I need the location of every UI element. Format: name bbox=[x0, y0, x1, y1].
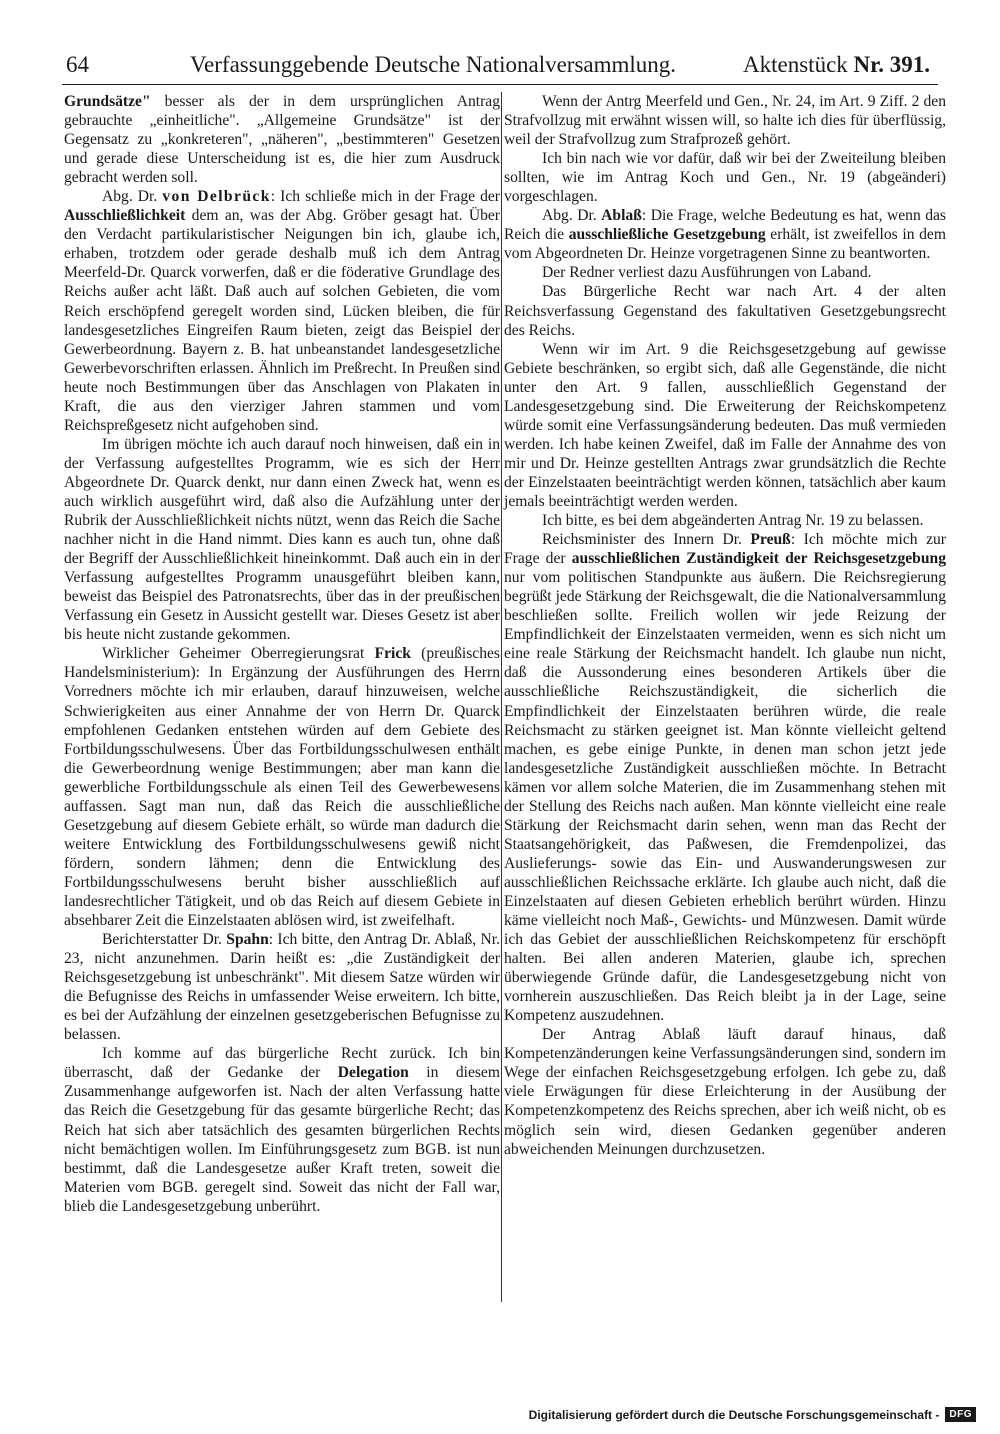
speech-preuss: Reichsminister des Innern Dr. Preuß: Ich möchte mich zur Frage der ausschließlichen Zuständigkeit der Reichsgesetzgebung nur vom politischen Standpunkte aus äußern. Die Reichsregierung begrüßt jede Stärkung der Reichsgewalt, die die Nationalversammlung beschließen sollte. Freilich wollen wir jede Reizung der Empfindlichkeit der Einzelstaaten vermeiden, wenn es sich nicht um eine reale Stärkung der Reichsmacht handelt. Ich glaube nun nicht, daß die Aussonderung eines besonderen Artikels über die ausschließliche Reichszuständigkeit, die sicherlich die Empfindlichkeit der Einzelstaaten berühren würde, die reale Reichsmacht zu stärken geeignet ist. Man könnte vielleicht geltend machen, es gebe einige Punkte, in denen man schon jetzt jede landesgesetzliche Zuständigkeit ausschließen möchte. In Betracht kämen vor allem solche Materien, die im Zusammenhang stehen mit der Stellung des Reichs nach außen. Man könnte vielleicht eine reale Stärkung der Reichsmacht darin sehen, wenn man das Recht der Staatsangehörigkeit, das Paßwesen, die Fremdenpolizei, das Auslieferungs- sowie das Ein- und Auswanderungswesen zur ausschließlichen Reichssache erklärte. Ich glaube auch nicht, daß die Einzelstaaten auf diesen Gebieten erheblich berührt würden. Hinzu käme vielleicht noch Maß-, Gewichts- und Münzwesen. Damit würde ich das Gebiet der ausschließlichen Reichskompetenz für erschöpft halten. Bei allen anderen Materien, glaube ich, sprechen überwiegende Gründe dafür, die Landesgesetzgebung nicht von vornherein auszuschließen. Das Reich bleibt ja in der Lage, seine Kompetenz auszudehnen. bbox=[504, 531, 946, 1025]
paragraph: Das Bürgerliche Recht war nach Art. 4 der alten Reichsverfassung Gegenstand des fakultativen Gesetzgebungsrecht des Reichs. bbox=[504, 283, 946, 339]
paragraph: Der Antrag Ablaß läuft darauf hinaus, daß Kompetenzänderungen keine Verfassungsänderungen sind, sondern im Wege der einfachen Reichsgesetzgebung erfolgen. Ich gebe zu, daß viele Erwägungen für diese Erleichterung in der Ausübung der Kompetenzkompetenz des Reichs sprechen, aber ich weiß nicht, ob es möglich sein wird, diesen Gedanken gegenüber anderen abweichenden Meinungen durchzusetzen. bbox=[504, 1026, 946, 1158]
page-number: 64 bbox=[66, 52, 89, 77]
bold-term: ausschließliche Gesetzgebung bbox=[568, 226, 766, 244]
speaker-name: Preuß bbox=[750, 531, 791, 549]
paragraph: Wenn der Antrg Meerfeld und Gen., Nr. 24, im Art. 9 Ziff. 2 den Strafvollzug mit erwähnt wissen will, so halte ich dies für überflüssig, weil der Strafvollzug zum Strafprozeß gehört. bbox=[504, 93, 946, 149]
paragraph: Ich komme auf das bürgerliche Recht zurück. Ich bin überrascht, daß der Gedanke der Delegation in diesem Zusammenhange aufgeworfen ist. Nach der alten Verfassung hatte das Reich die Gesetzgebung für das gesamte bürgerliche Recht; das Reich hat sich aber tatsächlich des gesamten bürgerlichen Rechts nicht bemächtigen wollen. Im Einführungsgesetz zum BGB. ist nun bestimmt, daß die Landesgesetze außer Kraft treten, soweit die Materien vom BGB. geregelt sind. Soweit das nicht der Fall war, blieb die Landesgesetzgebung unberührt. bbox=[64, 1045, 500, 1215]
bold-term: ausschließlichen Zuständigkeit der Reichsgesetzgebung bbox=[571, 550, 946, 568]
footer-text: Digitalisierung gefördert durch die Deutsche Forschungsgemeinschaft - bbox=[528, 1407, 940, 1422]
left-column bbox=[64, 92, 500, 1216]
page-header bbox=[62, 48, 938, 85]
paragraph: Der Redner verliest dazu Ausführungen von Laband. bbox=[542, 264, 872, 282]
paragraph: Im übrigen möchte ich auch darauf noch hinweisen, daß ein in der Verfassung aufgestelltes Programm, wie es sich der Herr Abgeordnete Dr. Quarck denkt, nur dann einen Zweck hat, wenn es auch wirklich ausgeführt wird, daß also die Aufzählung unter der Rubrik der Ausschließlichkeit nichts nützt, wenn das Reich die Sache nachher nicht in die Hand nimmt. Dies kann es auch tun, ohne daß der Begriff der Ausschließlichkeit hineinkommt. Daß auch ein in der Verfassung aufgestelltes Programm unausgeführt bleiben kann, beweist das Beispiel des Patronatsrechts, über das in der preußischen Verfassung ein Gesetz in Aussicht gestellt war. Dieses Gesetz ist aber bis heute nicht zustande gekommen. bbox=[64, 435, 500, 644]
speech-spahn: Berichterstatter Dr. Spahn: Ich bitte, den Antrag Dr. Ablaß, Nr. 23, nicht anzunehmen. Darin heißt es: „die Zuständigkeit der Reichsgesetzgebung ist unbeschränkt". Mit diesem Satze würden wir die Befugnisse des Reichs in umfassender Weise erweitern. Ich bitte, es bei der Aufzählung der einzelnen gesetzgeberischen Befugnisse zu belassen. bbox=[64, 931, 500, 1044]
speech-ablass: Abg. Dr. Ablaß: Die Frage, welche Bedeutung es hat, wenn das Reich die ausschließliche Gesetzgebung erhält, ist zweifellos in dem vom Abgeordneten Dr. Heinze vorgetragenen Sinne zu beantworten. bbox=[504, 207, 946, 263]
bold-term: Ausschließlichkeit bbox=[64, 207, 186, 225]
speech-delbrueck: Abg. Dr. von Delbrück: Ich schließe mich in der Frage der Ausschließlichkeit dem an, was der Abg. Gröber gesagt hat. Über den Verdacht partikularistischer Neigungen bin ich, glaube ich, erhaben, trotzdem oder gerade deshalb muß ich dem Antrag Meerfeld-Dr. Quarck vorwerfen, daß er die föderative Grundlage des Reichs außer acht läßt. Daß auch auf solchen Gebieten, die vom Reich erschöpfend geregelt worden sind, Lücken bleiben, die für landesgesetzliches Eingreifen Raum bieten, zeigt das Beispiel der Gewerbeordnung. Bayern z. B. hat unbeanstandet landesgesetzliche Gewerbevorschriften erlassen. Ähnlich im Preßrecht. In Preußen sind heute noch Bestimmungen über das Anschlagen von Plakaten in Kraft, die aus den vierziger Jahren stammen und vom Reichspreßgesetz nicht aufgehoben sind. bbox=[64, 188, 500, 434]
speaker-name: Frick bbox=[374, 645, 411, 663]
speaker-name: Spahn bbox=[226, 931, 269, 949]
column-divider bbox=[501, 92, 502, 1302]
dfg-logo: DFG bbox=[945, 1407, 976, 1422]
speaker-name: von Delbrück bbox=[162, 188, 271, 206]
speech-frick: Wirklicher Geheimer Oberregierungsrat Frick (preußisches Handelsministerium): In Ergänzung der Ausführungen des Herrn Vorredners möchte ich mir erlauben, darauf hinzuweisen, welche Schwierigkeiten aus einer Annahme der von Herrn Dr. Quarck empfohlenen Gedanken entstehen würden auf dem Gebiete des Fortbildungsschulwesens. Über das Fortbildungsschulwesen enthält die Gewerbeordnung wenige Bestimmungen; aber man kann die gewerbliche Fortbildungsschule als einen Teil des Gewerbewesens auffassen. Sagt man nun, daß das Reich die ausschließliche Gesetzgebung auf diesem Gebiete erhält, so würde man dadurch die weitere Entwicklung des Fortbildungsschulwesens gewiß nicht fördern, sondern lähmen; denn die Entwicklung des Fortbildungsschulwesens beruht bisher ausschließlich auf landesrechtlicher Tätigkeit, und ob das Reich auf diesem Gebiete in absehbarer Zeit die Einzelstaaten ablösen wird, ist zweifelhaft. bbox=[64, 645, 500, 930]
paragraph: Ich bin nach wie vor dafür, daß wir bei der Zweiteilung bleiben sollten, wie im Antrag Koch und Gen., Nr. 19 (abgeänderi) vorgeschlagen. bbox=[504, 150, 946, 206]
right-column bbox=[504, 92, 946, 1159]
footer-credit bbox=[529, 1407, 976, 1422]
akten-number: Nr. 391. bbox=[853, 52, 930, 77]
paragraph: Ich bitte, es bei dem abgeänderten Antrag Nr. 19 zu belassen. bbox=[542, 512, 924, 530]
document-reference bbox=[743, 52, 930, 78]
document-title: Verfassunggebende Deutsche Nationalversammlung. bbox=[190, 52, 677, 77]
paragraph: Wenn wir im Art. 9 die Reichsgesetzgebung auf gewisse Gebiete beschränken, so ergibt sich, daß alle Gegenstände, die nicht unter den Art. 9 fallen, ausschließlich Gegenstand der Landesgesetzgebung sind. Die Erweiterung der Reichskompetenz würde somit eine Verfassungsänderung bedeuten. Das muß vermieden werden. Ich habe keinen Zweifel, daß im Falle der Annahme des von mir und Dr. Heinze gestellten Antrags zwar grundsätzlich die Rechte der Einzelstaaten beeinträchtigt werden können, tatsächlich aber kaum jemals beeinträchtigt werden werden. bbox=[504, 340, 946, 510]
bold-term: Delegation bbox=[337, 1064, 409, 1082]
speaker-name: Ablaß bbox=[601, 207, 642, 225]
bold-term: Grundsätze" bbox=[64, 93, 151, 110]
akten-label: Aktenstück bbox=[743, 52, 848, 77]
paragraph: Grundsätze" besser als der in dem ursprünglichen Antrag gebrauchte „einheitliche". „Allgemeine Grundsätze" ist der Gegensatz zu „konkreteren", „näheren", „bestimmteren" Gesetzen und gerade diese Unterscheidung ist es, die hier zum Ausdruck gebracht werden soll. bbox=[64, 93, 500, 187]
